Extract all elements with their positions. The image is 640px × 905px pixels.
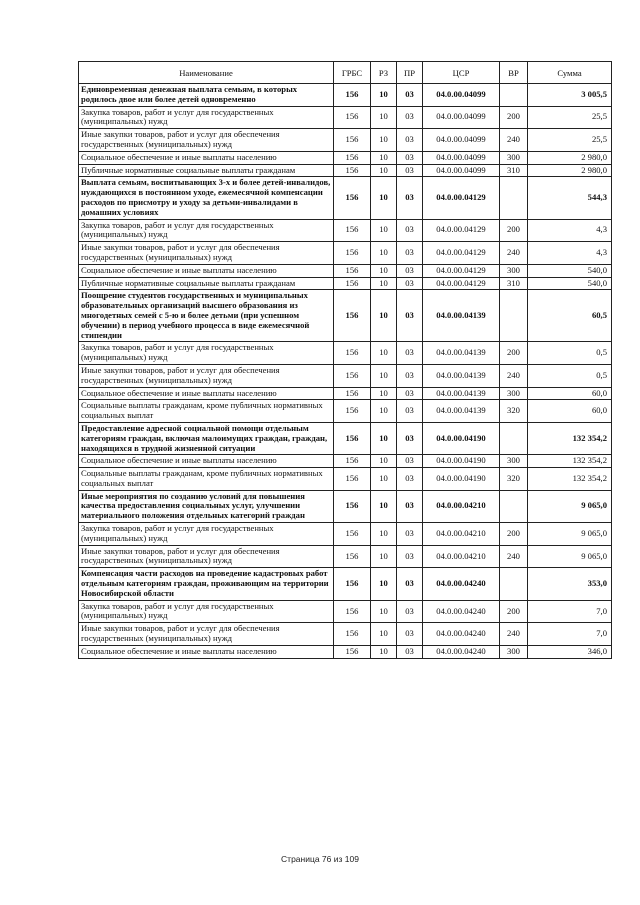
grbs-cell: 156 (334, 600, 371, 623)
pr-cell: 03 (397, 600, 423, 623)
name-cell: Социальное обеспечение и иные выплаты населению (79, 264, 334, 277)
header-vr: ВР (500, 62, 528, 84)
sum-cell: 60,5 (528, 290, 612, 342)
header-rz: РЗ (371, 62, 397, 84)
pr-cell: 03 (397, 468, 423, 491)
table-row (79, 151, 612, 164)
grbs-cell: 156 (334, 468, 371, 491)
name-cell: Закупка товаров, работ и услуг для государственных (муниципальных) нужд (79, 106, 334, 129)
grbs-cell: 156 (334, 545, 371, 568)
sum-cell: 132 354,2 (528, 468, 612, 491)
table-row (79, 219, 612, 242)
csr-cell: 04.0.00.04099 (423, 164, 500, 177)
rz-cell: 10 (371, 455, 397, 468)
vr-cell (500, 568, 528, 600)
rz-cell: 10 (371, 600, 397, 623)
name-cell: Иные закупки товаров, работ и услуг для обеспечения государственных (муниципальных) нужд (79, 623, 334, 646)
csr-cell: 04.0.00.04240 (423, 645, 500, 658)
sum-cell: 60,0 (528, 400, 612, 423)
rz-cell: 10 (371, 277, 397, 290)
name-cell: Иные закупки товаров, работ и услуг для обеспечения государственных (муниципальных) нужд (79, 129, 334, 152)
name-cell: Иные закупки товаров, работ и услуг для обеспечения государственных (муниципальных) нужд (79, 364, 334, 387)
name-cell: Предоставление адресной социальной помощи отдельным категориям граждан, включая малоимущих граждан, граждан, находящихся в трудной жизненной ситуации (79, 422, 334, 454)
grbs-cell: 156 (334, 106, 371, 129)
header-name: Наименование (79, 62, 334, 84)
csr-cell: 04.0.00.04240 (423, 600, 500, 623)
pr-cell: 03 (397, 364, 423, 387)
grbs-cell: 156 (334, 342, 371, 365)
sum-cell: 9 065,0 (528, 545, 612, 568)
name-cell: Социальное обеспечение и иные выплаты населению (79, 645, 334, 658)
grbs-cell: 156 (334, 151, 371, 164)
table-row (79, 600, 612, 623)
vr-cell (500, 290, 528, 342)
csr-cell: 04.0.00.04190 (423, 422, 500, 454)
grbs-cell: 156 (334, 219, 371, 242)
sum-cell: 7,0 (528, 600, 612, 623)
sum-cell: 9 065,0 (528, 523, 612, 546)
grbs-cell: 156 (334, 455, 371, 468)
table-row (79, 277, 612, 290)
sum-cell: 2 980,0 (528, 164, 612, 177)
grbs-cell: 156 (334, 129, 371, 152)
csr-cell: 04.0.00.04139 (423, 364, 500, 387)
pr-cell: 03 (397, 84, 423, 107)
rz-cell: 10 (371, 422, 397, 454)
vr-cell: 200 (500, 600, 528, 623)
page-number: Страница 76 из 109 (281, 854, 359, 864)
sum-cell: 4,3 (528, 219, 612, 242)
csr-cell: 04.0.00.04240 (423, 623, 500, 646)
table-row (79, 400, 612, 423)
pr-cell: 03 (397, 177, 423, 219)
csr-cell: 04.0.00.04139 (423, 342, 500, 365)
grbs-cell: 156 (334, 242, 371, 265)
vr-cell (500, 84, 528, 107)
csr-cell: 04.0.00.04210 (423, 523, 500, 546)
pr-cell: 03 (397, 568, 423, 600)
sum-cell: 25,5 (528, 106, 612, 129)
header-sum: Сумма (528, 62, 612, 84)
sum-cell: 544,3 (528, 177, 612, 219)
sum-cell: 4,3 (528, 242, 612, 265)
name-cell: Закупка товаров, работ и услуг для государственных (муниципальных) нужд (79, 600, 334, 623)
table-row (79, 164, 612, 177)
grbs-cell: 156 (334, 164, 371, 177)
sum-cell: 132 354,2 (528, 422, 612, 454)
pr-cell: 03 (397, 277, 423, 290)
grbs-cell: 156 (334, 523, 371, 546)
sum-cell: 60,0 (528, 387, 612, 400)
header-csr: ЦСР (423, 62, 500, 84)
vr-cell: 300 (500, 645, 528, 658)
grbs-cell: 156 (334, 177, 371, 219)
pr-cell: 03 (397, 164, 423, 177)
section-row (79, 177, 612, 219)
name-cell: Публичные нормативные социальные выплаты гражданам (79, 164, 334, 177)
sum-cell: 540,0 (528, 264, 612, 277)
sum-cell: 3 005,5 (528, 84, 612, 107)
rz-cell: 10 (371, 400, 397, 423)
table-row (79, 264, 612, 277)
section-row (79, 568, 612, 600)
csr-cell: 04.0.00.04210 (423, 490, 500, 522)
rz-cell: 10 (371, 129, 397, 152)
csr-cell: 04.0.00.04190 (423, 468, 500, 491)
csr-cell: 04.0.00.04129 (423, 277, 500, 290)
pr-cell: 03 (397, 106, 423, 129)
sum-cell: 353,0 (528, 568, 612, 600)
table-row (79, 645, 612, 658)
rz-cell: 10 (371, 164, 397, 177)
csr-cell: 04.0.00.04129 (423, 219, 500, 242)
pr-cell: 03 (397, 387, 423, 400)
rz-cell: 10 (371, 523, 397, 546)
vr-cell: 200 (500, 523, 528, 546)
table-row (79, 106, 612, 129)
name-cell: Выплата семьям, воспитывающих 3-х и более детей-инвалидов, нуждающихся в постоянном уходе, ежемесячной компенсации расходов по присмотру и уходу за детьми-инвалидами в домашних условиях (79, 177, 334, 219)
vr-cell: 240 (500, 242, 528, 265)
rz-cell: 10 (371, 545, 397, 568)
section-row (79, 84, 612, 107)
table-row (79, 455, 612, 468)
csr-cell: 04.0.00.04139 (423, 387, 500, 400)
vr-cell: 310 (500, 164, 528, 177)
name-cell: Единовременная денежная выплата семьям, в которых родилось двое или более детей одновременно (79, 84, 334, 107)
vr-cell: 200 (500, 106, 528, 129)
grbs-cell: 156 (334, 277, 371, 290)
sum-cell: 0,5 (528, 342, 612, 365)
csr-cell: 04.0.00.04099 (423, 129, 500, 152)
vr-cell: 240 (500, 545, 528, 568)
name-cell: Закупка товаров, работ и услуг для государственных (муниципальных) нужд (79, 219, 334, 242)
vr-cell: 240 (500, 364, 528, 387)
sum-cell: 2 980,0 (528, 151, 612, 164)
csr-cell: 04.0.00.04240 (423, 568, 500, 600)
grbs-cell: 156 (334, 422, 371, 454)
pr-cell: 03 (397, 242, 423, 265)
pr-cell: 03 (397, 422, 423, 454)
rz-cell: 10 (371, 342, 397, 365)
table-body (79, 84, 612, 659)
csr-cell: 04.0.00.04099 (423, 106, 500, 129)
table-row (79, 342, 612, 365)
table-row (79, 523, 612, 546)
pr-cell: 03 (397, 623, 423, 646)
name-cell: Социальные выплаты гражданам, кроме публичных нормативных социальных выплат (79, 400, 334, 423)
pr-cell: 03 (397, 523, 423, 546)
rz-cell: 10 (371, 645, 397, 658)
section-row (79, 490, 612, 522)
header-grbs: ГРБС (334, 62, 371, 84)
table-row (79, 545, 612, 568)
grbs-cell: 156 (334, 400, 371, 423)
name-cell: Иные закупки товаров, работ и услуг для обеспечения государственных (муниципальных) нужд (79, 545, 334, 568)
vr-cell: 200 (500, 342, 528, 365)
rz-cell: 10 (371, 568, 397, 600)
pr-cell: 03 (397, 264, 423, 277)
csr-cell: 04.0.00.04190 (423, 455, 500, 468)
vr-cell (500, 422, 528, 454)
sum-cell: 132 354,2 (528, 455, 612, 468)
vr-cell: 240 (500, 129, 528, 152)
name-cell: Социальное обеспечение и иные выплаты населению (79, 455, 334, 468)
table-row (79, 129, 612, 152)
vr-cell: 320 (500, 400, 528, 423)
csr-cell: 04.0.00.04129 (423, 264, 500, 277)
csr-cell: 04.0.00.04139 (423, 400, 500, 423)
pr-cell: 03 (397, 129, 423, 152)
grbs-cell: 156 (334, 84, 371, 107)
rz-cell: 10 (371, 490, 397, 522)
rz-cell: 10 (371, 242, 397, 265)
vr-cell: 240 (500, 623, 528, 646)
sum-cell: 9 065,0 (528, 490, 612, 522)
name-cell: Закупка товаров, работ и услуг для государственных (муниципальных) нужд (79, 523, 334, 546)
vr-cell: 300 (500, 264, 528, 277)
grbs-cell: 156 (334, 645, 371, 658)
pr-cell: 03 (397, 455, 423, 468)
name-cell: Поощрение студентов государственных и муниципальных образовательных организаций высшего образования из многодетных семей с 5-ю и более детьми (при успешном обучении) в период учебного процесса в виде ежемесячной стипендии (79, 290, 334, 342)
rz-cell: 10 (371, 387, 397, 400)
rz-cell: 10 (371, 264, 397, 277)
csr-cell: 04.0.00.04129 (423, 242, 500, 265)
vr-cell: 310 (500, 277, 528, 290)
name-cell: Иные закупки товаров, работ и услуг для обеспечения государственных (муниципальных) нужд (79, 242, 334, 265)
pr-cell: 03 (397, 490, 423, 522)
pr-cell: 03 (397, 342, 423, 365)
vr-cell: 200 (500, 219, 528, 242)
vr-cell (500, 177, 528, 219)
name-cell: Публичные нормативные социальные выплаты гражданам (79, 277, 334, 290)
table-row (79, 364, 612, 387)
name-cell: Иные мероприятия по созданию условий для повышения качества предоставления социальных услуг, улучшении материального положения отдельных категорий граждан (79, 490, 334, 522)
name-cell: Социальное обеспечение и иные выплаты населению (79, 387, 334, 400)
rz-cell: 10 (371, 177, 397, 219)
csr-cell: 04.0.00.04210 (423, 545, 500, 568)
pr-cell: 03 (397, 151, 423, 164)
pr-cell: 03 (397, 645, 423, 658)
sum-cell: 346,0 (528, 645, 612, 658)
budget-table (78, 61, 612, 659)
rz-cell: 10 (371, 151, 397, 164)
sum-cell: 25,5 (528, 129, 612, 152)
header-pr: ПР (397, 62, 423, 84)
vr-cell: 300 (500, 387, 528, 400)
vr-cell: 300 (500, 455, 528, 468)
rz-cell: 10 (371, 84, 397, 107)
table-row (79, 623, 612, 646)
section-row (79, 422, 612, 454)
rz-cell: 10 (371, 364, 397, 387)
name-cell: Социальное обеспечение и иные выплаты населению (79, 151, 334, 164)
table-header-row (79, 62, 612, 84)
csr-cell: 04.0.00.04099 (423, 151, 500, 164)
sum-cell: 0,5 (528, 364, 612, 387)
csr-cell: 04.0.00.04139 (423, 290, 500, 342)
sum-cell: 7,0 (528, 623, 612, 646)
vr-cell: 300 (500, 151, 528, 164)
pr-cell: 03 (397, 290, 423, 342)
vr-cell (500, 490, 528, 522)
pr-cell: 03 (397, 545, 423, 568)
table-row (79, 387, 612, 400)
table-row (79, 468, 612, 491)
rz-cell: 10 (371, 623, 397, 646)
name-cell: Компенсация части расходов на проведение кадастровых работ отдельным категориям граждан, проживающим на территории Новосибирской области (79, 568, 334, 600)
pr-cell: 03 (397, 400, 423, 423)
csr-cell: 04.0.00.04099 (423, 84, 500, 107)
grbs-cell: 156 (334, 387, 371, 400)
grbs-cell: 156 (334, 264, 371, 277)
rz-cell: 10 (371, 468, 397, 491)
rz-cell: 10 (371, 106, 397, 129)
rz-cell: 10 (371, 290, 397, 342)
grbs-cell: 156 (334, 490, 371, 522)
grbs-cell: 156 (334, 623, 371, 646)
name-cell: Социальные выплаты гражданам, кроме публичных нормативных социальных выплат (79, 468, 334, 491)
rz-cell: 10 (371, 219, 397, 242)
grbs-cell: 156 (334, 568, 371, 600)
section-row (79, 290, 612, 342)
csr-cell: 04.0.00.04129 (423, 177, 500, 219)
grbs-cell: 156 (334, 364, 371, 387)
sum-cell: 540,0 (528, 277, 612, 290)
name-cell: Закупка товаров, работ и услуг для государственных (муниципальных) нужд (79, 342, 334, 365)
grbs-cell: 156 (334, 290, 371, 342)
pr-cell: 03 (397, 219, 423, 242)
table-row (79, 242, 612, 265)
vr-cell: 320 (500, 468, 528, 491)
